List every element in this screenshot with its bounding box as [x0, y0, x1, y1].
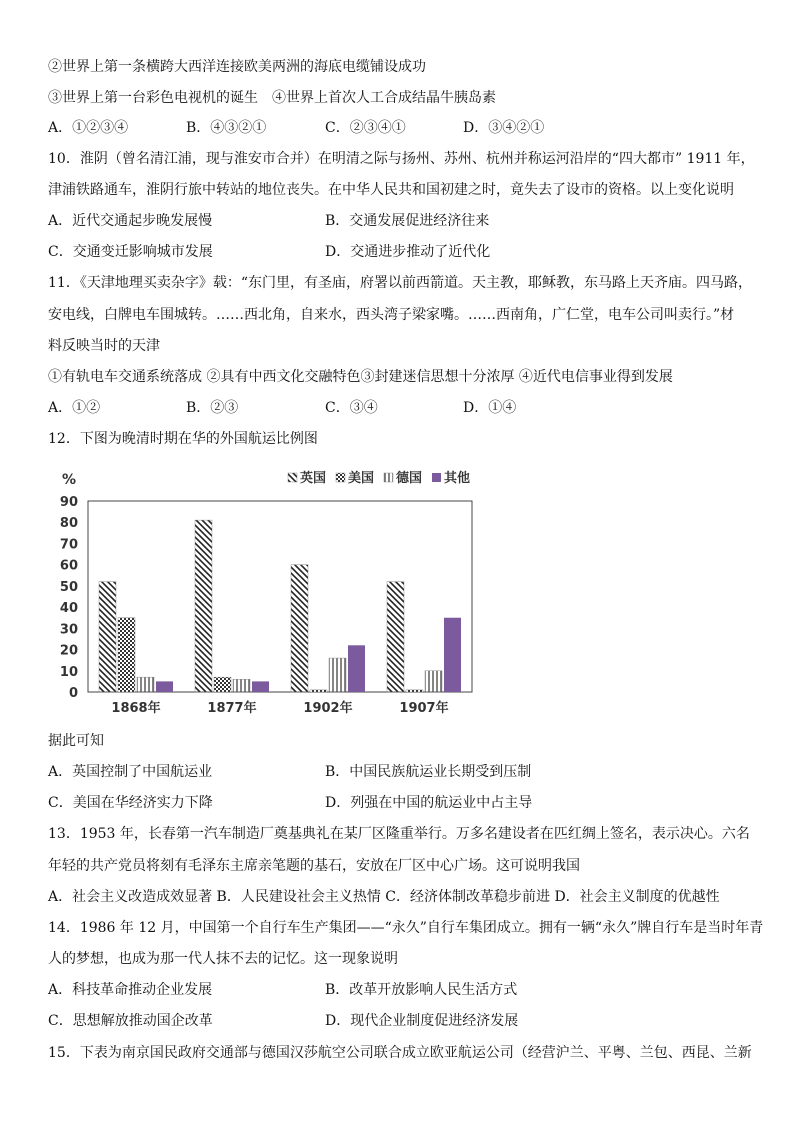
bar-英国-1907年: [387, 582, 404, 692]
legend-swatch: [384, 473, 393, 482]
q10-option-c: C．交通变迁影响城市发展: [48, 244, 213, 260]
q9-option-c: C．②③④①: [325, 120, 406, 136]
q10-option-b: B．交通发展促进经济往来: [325, 213, 490, 229]
plot-frame: [88, 501, 472, 692]
line-item-3-4: ③世界上第一台彩色电视机的诞生 ④世界上首次人工合成结晶牛胰岛素: [48, 90, 496, 106]
y-tick-label: 60: [59, 558, 78, 574]
q15-stem-1: 15．下表为南京国民政府交通部与德国汉莎航空公司联合成立欧亚航运公司（经营沪兰、平粤、兰包、西昆、兰新: [48, 1045, 752, 1061]
x-tick-label: 1877年: [207, 701, 257, 716]
q9-option-a: A．①②③④: [48, 120, 129, 136]
legend-swatch: [432, 473, 441, 482]
y-tick-label: 90: [59, 495, 78, 510]
q12-stem: 12．下图为晚清时期在华的外国航运比例图: [48, 431, 318, 447]
q11-stem-2: 安电线，白牌电车围城转。……西北角，自来水，西头湾子梁家嘴。……西南角，广仁堂，电车公司叫卖行。”材: [48, 307, 735, 323]
q12-option-c: C．美国在华经济实力下降: [48, 795, 213, 811]
q12-option-d: D．列强在中国的航运业中占主导: [325, 795, 533, 811]
q14-option-d: D．现代企业制度促进经济发展: [325, 1013, 519, 1029]
q11-items: ①有轨电车交通系统落成 ②具有中西文化交融特色③封建迷信思想十分浓厚 ④近代电信事业得到发展: [48, 369, 673, 385]
q10-option-d: D．交通进步推动了近代化: [325, 244, 491, 260]
q10-stem-1: 10．淮阴（曾名清江浦，现与淮安市合并）在明清之际与扬州、苏州、杭州并称运河沿岸的“四大都市” 1911 年，: [48, 151, 755, 167]
q14-option-c: C．思想解放推动国企改革: [48, 1013, 213, 1029]
q14-option-a: A．科技革命推动企业发展: [48, 982, 213, 998]
y-tick-label: 0: [68, 686, 78, 701]
q12-option-a: A．英国控制了中国航运业: [48, 764, 213, 780]
q14-option-b: B．改革开放影响人民生活方式: [325, 982, 518, 998]
legend-swatch: [336, 473, 345, 482]
legend-label: 英国: [300, 471, 327, 486]
bar-英国-1877年: [195, 520, 212, 692]
bar-group: [99, 520, 461, 692]
y-tick-label: 30: [59, 622, 78, 638]
q11-option-c: C．③④: [325, 400, 378, 416]
y-tick-label: 10: [59, 664, 78, 680]
y-tick-label: 40: [59, 601, 78, 617]
q12-conclusion: 据此可知: [48, 733, 104, 749]
y-tick-label: 20: [59, 643, 78, 659]
q11-option-a: A．①②: [48, 400, 101, 416]
q11-option-d: D．①④: [463, 400, 517, 416]
q12-option-b: B．中国民族航运业长期受到压制: [325, 764, 532, 780]
y-axis: [60, 495, 78, 701]
x-tick-label: 1907年: [399, 701, 449, 716]
x-tick-label: 1902年: [303, 701, 353, 716]
x-tick-label: 1868年: [111, 701, 161, 716]
bar-英国-1868年: [99, 582, 116, 692]
bar-德国-1877年: [233, 679, 250, 692]
q10-stem-2: 津浦铁路通车，淮阴行旅中转站的地位丧失。在中华人民共和国初建之时，竟失去了设市的资格。以上变化说明: [48, 182, 734, 198]
q9-option-d: D．③④②①: [463, 120, 545, 136]
q13-stem-1: 13．1953 年，长春第一汽车制造厂奠基典礼在某厂区隆重举行。万多名建设者在匹红绸上签名，表示决心。六名: [48, 826, 750, 842]
legend-label: 其他: [444, 471, 471, 486]
legend-label: 德国: [396, 471, 423, 486]
bar-美国-1902年: [310, 690, 327, 692]
bar-德国-1868年: [137, 677, 154, 692]
shipping-share-chart: [48, 462, 488, 724]
bar-其他-1868年: [156, 681, 173, 692]
q13-options: A．社会主义改造成效显著 B．人民建设社会主义热情 C．经济体制改革稳步前进 D．社会主义制度的优越性: [48, 889, 720, 905]
y-tick-label: 50: [59, 579, 78, 595]
bar-其他-1902年: [348, 645, 365, 692]
q13-stem-2: 年轻的共产党员将刻有毛泽东主席亲笔题的基石，安放在厂区中心广场。这可说明我国: [48, 858, 580, 874]
bar-美国-1907年: [406, 690, 423, 692]
x-axis: [111, 700, 448, 716]
bar-其他-1877年: [252, 681, 269, 692]
q9-option-b: B．④③②①: [186, 120, 267, 136]
chart-unit-label: %: [62, 472, 77, 488]
q14-stem-1: 14．1986 年 12 月，中国第一个自行车生产集团——“永久”自行车集团成立。拥有一辆“永久”牌自行车是当时年青: [48, 920, 764, 936]
chart-legend: [288, 470, 470, 486]
q11-option-b: B．②③: [186, 400, 239, 416]
y-tick-label: 70: [59, 537, 78, 553]
legend-swatch: [288, 473, 297, 482]
q14-stem-2: 人的梦想，也成为那一代人抹不去的记忆。这一现象说明: [48, 951, 398, 967]
bar-德国-1907年: [425, 671, 442, 692]
bar-其他-1907年: [444, 618, 461, 692]
bar-美国-1877年: [214, 677, 231, 692]
line-item-2: ②世界上第一条横跨大西洋连接欧美两洲的海底电缆铺设成功: [48, 59, 426, 75]
y-tick-label: 80: [59, 516, 78, 532]
legend-label: 美国: [348, 471, 375, 486]
bar-英国-1902年: [291, 565, 308, 692]
q10-option-a: A．近代交通起步晚发展慢: [48, 213, 213, 229]
bar-德国-1902年: [329, 658, 346, 692]
bar-美国-1868年: [118, 618, 135, 692]
q11-stem-1: 11．《天津地理买卖杂字》载：“东门里，有圣庙，府署以前西箭道。天主教，耶稣教，东马路上天齐庙。四马路，: [48, 275, 752, 291]
q11-stem-3: 料反映当时的天津: [48, 338, 160, 354]
